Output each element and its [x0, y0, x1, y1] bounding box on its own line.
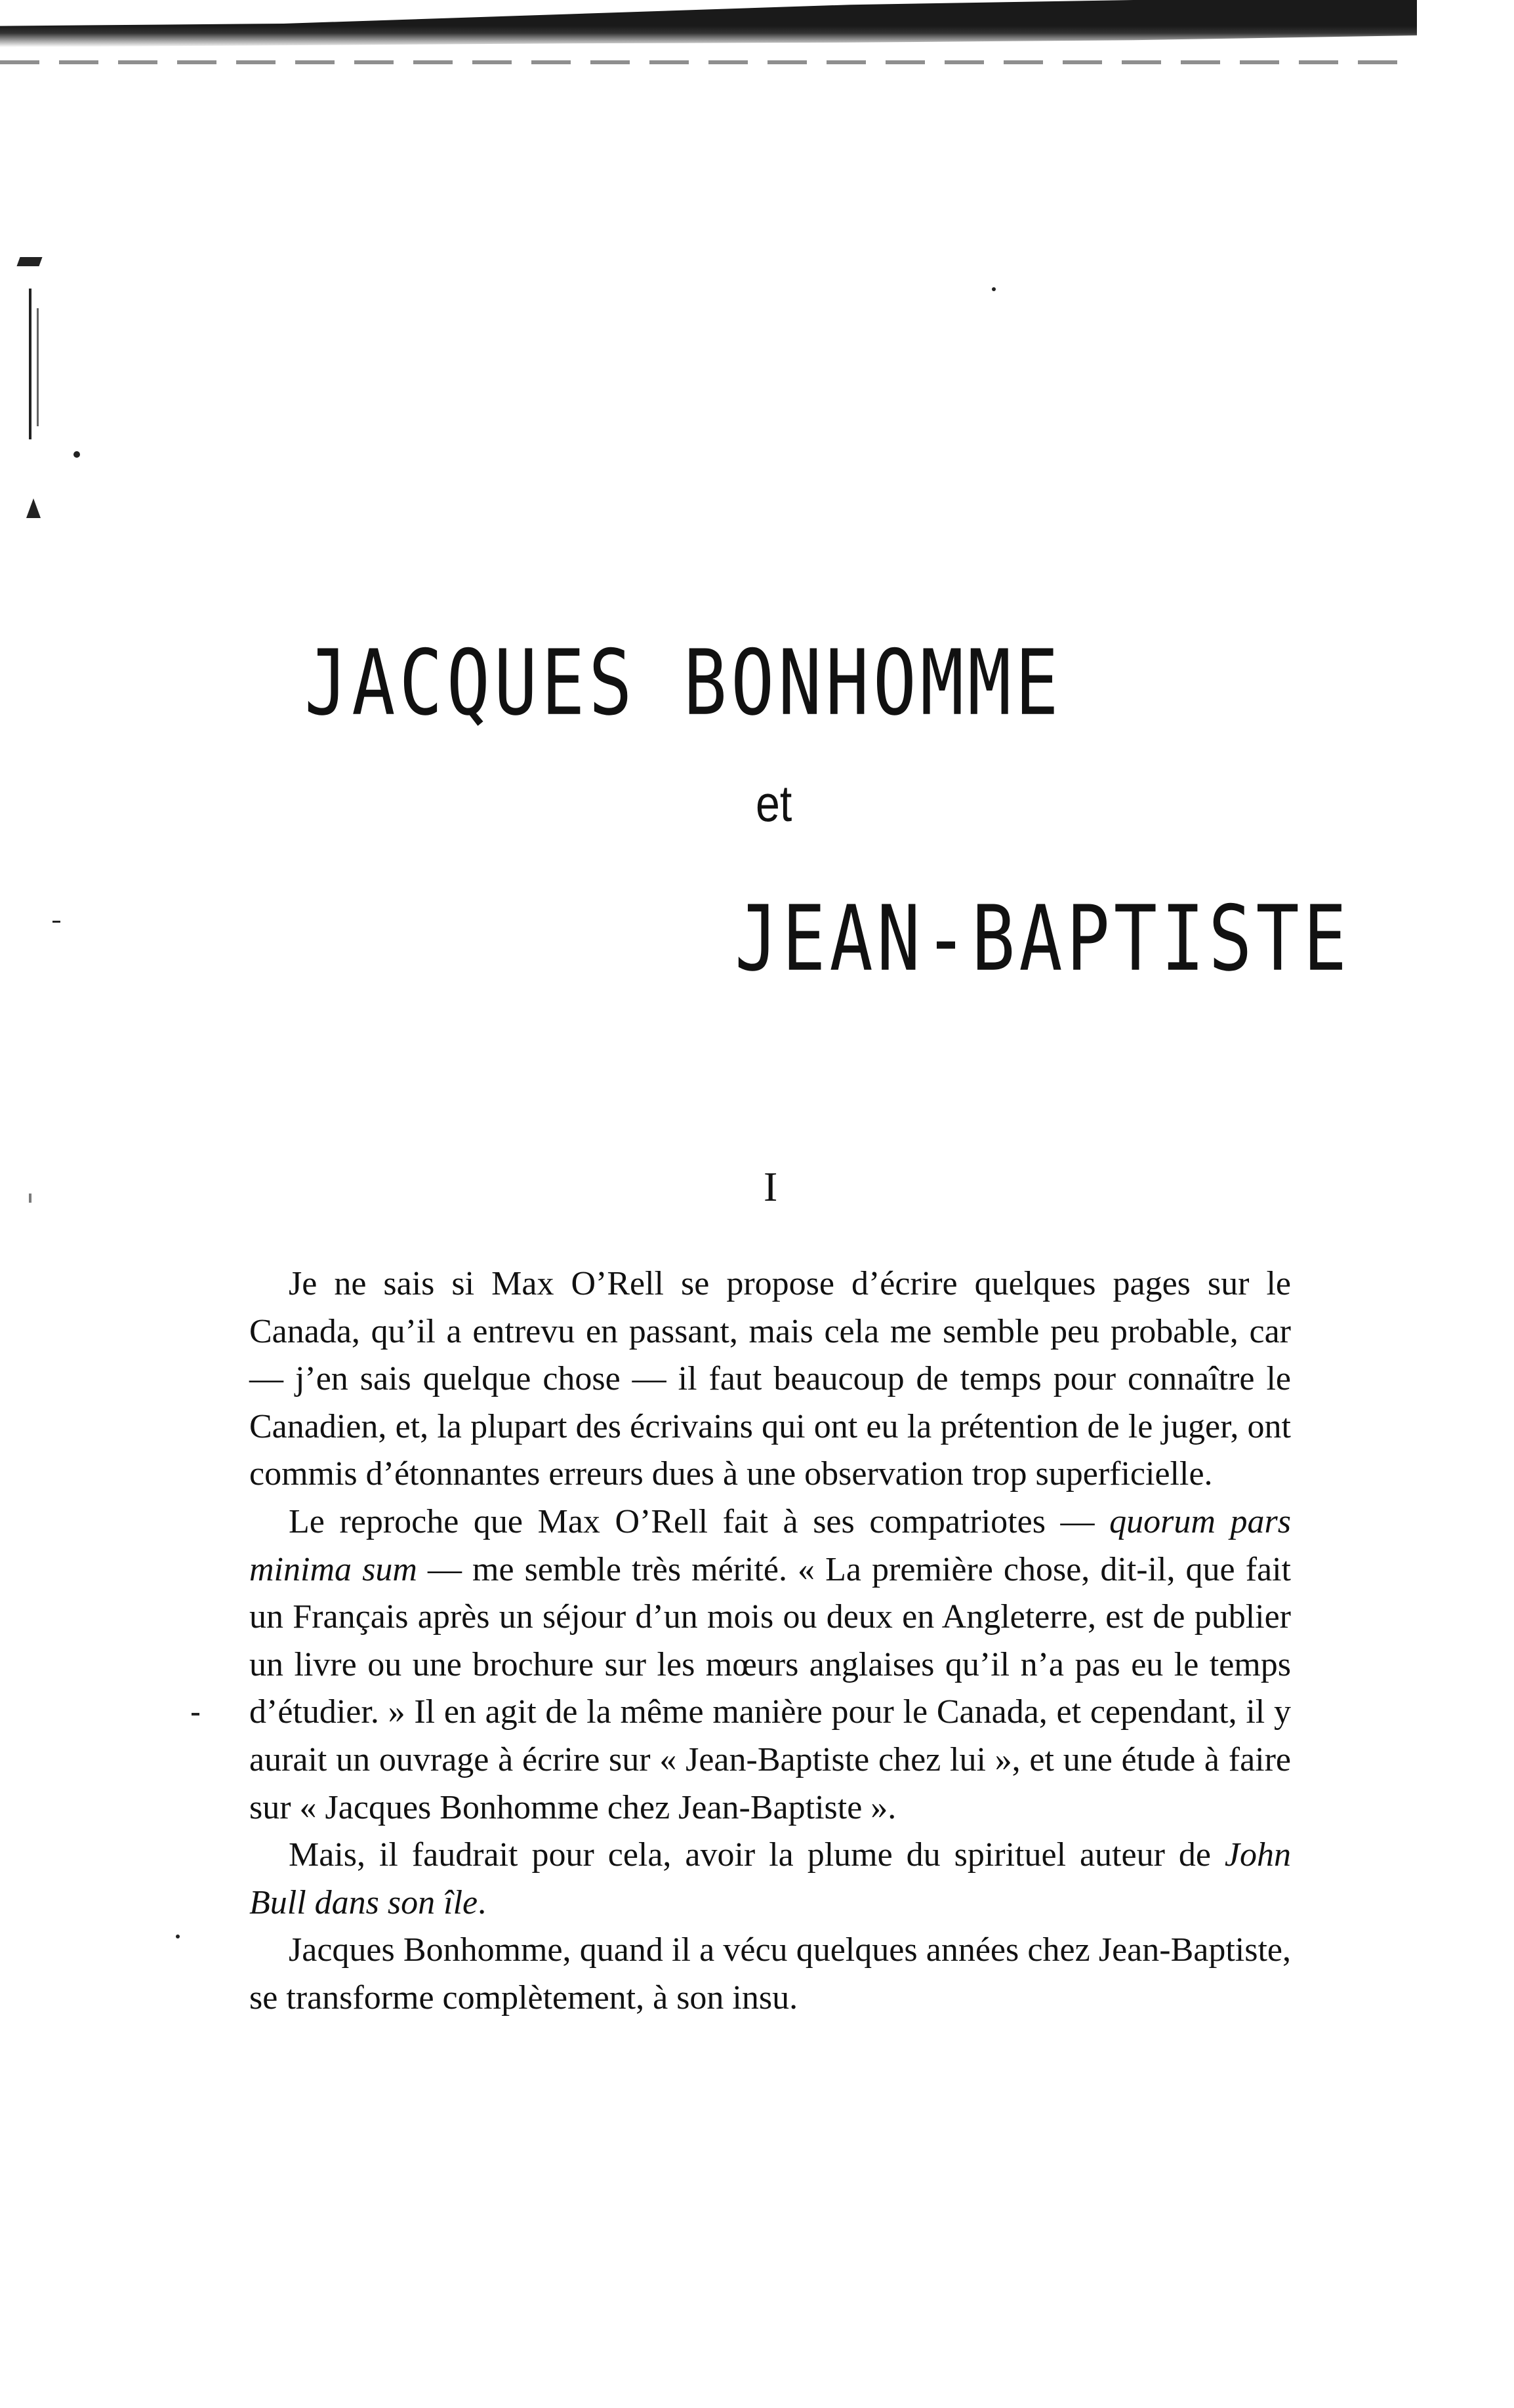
- scan-artifact: [16, 257, 42, 266]
- top-border-thin-rule: [0, 60, 1417, 64]
- scan-artifact: [29, 289, 31, 439]
- paragraph-text: — me semble très mérité. « La première chose, dit-il, que fait un Français après un séjour d’un mois ou deux en Angleterre, est de publier un livre ou une brochure sur les mœurs anglaises qu’il n’a pas eu le temps d’étudier. » Il en agit de la même manière pour le Canada, et cependant, il y aurait un ouvrage à écrire sur « Jean-Baptiste chez lui », et une étude à faire sur « Jacques Bonhomme chez Jean-Baptiste ».: [249, 1550, 1291, 1826]
- paragraph-2: [249, 1498, 1291, 1832]
- paragraph-text: .: [478, 1883, 487, 1921]
- paragraph-3: [249, 1832, 1291, 1927]
- paragraph-text: Le reproche que Max O’Rell fait à ses compatriotes —: [289, 1502, 1110, 1540]
- paragraph-text: Jacques Bonhomme, quand il a vécu quelques années chez Jean-Baptiste, se transforme complètement, à son insu.: [249, 1931, 1291, 2017]
- scan-artifact: [176, 1935, 180, 1938]
- scan-artifact: [37, 308, 39, 426]
- scan-artifact: [73, 451, 80, 458]
- section-number: I: [764, 1163, 778, 1210]
- book-title-reference: John Bull dans son île: [249, 1836, 1291, 1921]
- scan-artifact: [26, 498, 41, 518]
- scan-artifact: [192, 1713, 199, 1716]
- top-border-rule: [0, 0, 1417, 47]
- paragraph-1: [249, 1260, 1291, 1498]
- paragraph-text: Mais, il faudrait pour cela, avoir la plume du spirituel auteur de: [289, 1836, 1225, 1874]
- scan-artifact: [992, 287, 996, 291]
- body-text: [249, 1260, 1291, 2022]
- chapter-title: JACQUES BONHOMME: [304, 630, 1063, 736]
- latin-quote: quorum pars minima sum: [249, 1502, 1292, 1588]
- paragraph-text: Je ne sais si Max O’Rell se propose d’écrire quelques pages sur le Canada, qu’il a entrevu en passant, mais cela me semble peu probable, car — j’en sais quelque chose — il faut beaucoup de temps pour connaître le Canadien, et, la plupart des écrivains qui ont eu la prétention de le juger, ont commis d’étonnantes erreurs dues à une observation trop superficielle.: [249, 1265, 1291, 1493]
- scan-artifact: [29, 1194, 31, 1203]
- title-connector: et: [756, 774, 792, 832]
- chapter-subtitle: JEAN-BAPTISTE: [735, 886, 1351, 992]
- scan-artifact: [52, 921, 60, 923]
- paragraph-4: [249, 1927, 1291, 2022]
